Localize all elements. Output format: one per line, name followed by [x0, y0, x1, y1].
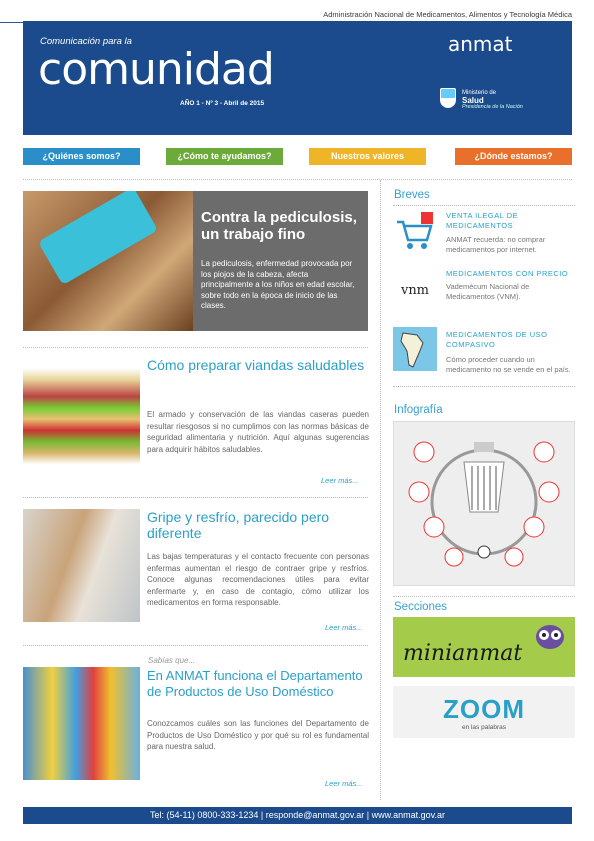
issue-info: AÑO 1 - Nº 3 - Abril de 2015: [180, 100, 265, 107]
footer-contact[interactable]: Tel: (54-11) 0800-333-1234 | responde@anmat.gov.ar | www.anmat.gov.ar: [23, 807, 572, 824]
brand-title: comunidad: [38, 44, 274, 95]
article-text: Las bajas temperaturas y el contacto frecuente con personas enfermas aumentan el riesgo de contraer gripe y resfríos. Conoce algunas recomendaciones útiles para evitar enfermarte y, en caso de contagio, cómo utilizar los medicamentos en forma responsable.: [147, 552, 369, 607]
map-argentina-icon: [393, 327, 437, 371]
divider: [23, 645, 368, 646]
brand-subtitle: Comunicación para la: [40, 36, 132, 47]
organization-name: Administración Nacional de Medicamentos, Alimentos y Tecnología Médica: [0, 10, 572, 23]
article-kicker: Sabías que...: [148, 656, 196, 665]
divider: [393, 596, 575, 597]
breve-text: Cómo proceder cuando un medicamento no se vende en el país.: [446, 355, 571, 374]
vnm-logo: vnm: [400, 283, 430, 298]
section-title-infografia: Infografía: [394, 404, 443, 416]
article-title[interactable]: Cómo preparar viandas saludables: [147, 357, 365, 373]
read-more-link[interactable]: Leer más...: [321, 476, 359, 485]
breve-text: Vademécum Nacional de Medicamentos (VNM).: [446, 282, 530, 301]
article-title[interactable]: Gripe y resfrío, parecido pero diferente: [147, 509, 330, 541]
read-more-link[interactable]: Leer más...: [325, 623, 363, 632]
nav-nuestros-valores[interactable]: Nuestros valores: [309, 148, 426, 165]
breve-title[interactable]: VENTA ILEGAL DE MEDICAMENTOS: [446, 211, 519, 230]
nav-quienes-somos[interactable]: ¿Quiénes somos?: [23, 148, 140, 165]
section-title-breves: Breves: [394, 189, 430, 201]
argentina-shield-icon: [440, 88, 456, 108]
zoom-banner[interactable]: ZOOM en las palabras: [393, 686, 575, 738]
article-title[interactable]: En ANMAT funciona el Departamento de Productos de Uso Doméstico: [147, 668, 363, 699]
column-divider: [380, 180, 381, 800]
hero-feature[interactable]: [23, 191, 368, 331]
shopping-cart-icon: [393, 210, 437, 254]
divider: [23, 347, 368, 348]
breve-title[interactable]: MEDICAMENTOS DE USO COMPASIVO: [446, 330, 548, 349]
nav-como-te-ayudamos[interactable]: ¿Cómo te ayudamos?: [166, 148, 283, 165]
anmat-logo[interactable]: anmat: [448, 32, 513, 56]
divider: [393, 205, 575, 206]
owl-icon: [533, 621, 567, 651]
article-text: Conozcamos cuáles son las funciones del Departamento de Productos de Uso Doméstico y por qué su rol es fundamental para nuestra salud.: [147, 719, 369, 751]
infographic-image[interactable]: [393, 421, 575, 586]
section-title-secciones: Secciones: [394, 601, 448, 613]
nav-donde-estamos[interactable]: ¿Dónde estamos?: [455, 148, 572, 165]
article-text: El armado y conservación de las viandas caseras pueden resultar riesgosos si no cumplimos con las normas básicas de seguridad alimentaria y nutrición. Aquí algunas sugerencias para adquirir hábitos saludables.: [147, 410, 369, 454]
hero-title[interactable]: Contra la pediculosis, un trabajo fino: [201, 209, 357, 243]
article-image-cleaning-products: [23, 667, 140, 780]
breve-title[interactable]: MEDICAMENTOS CON PRECIO: [446, 269, 569, 278]
read-more-link[interactable]: Leer más...: [325, 779, 363, 788]
divider: [23, 179, 572, 180]
divider: [23, 497, 368, 498]
ministerio-logo: Ministerio de Salud Presidencia de la Nación: [462, 90, 523, 110]
article-image-sandwich: [23, 357, 140, 470]
breve-text: ANMAT recuerda: no comprar medicamentos por internet.: [446, 235, 546, 254]
article-image-flu: [23, 509, 140, 622]
minianmat-banner[interactable]: minianmat: [393, 617, 575, 677]
divider: [393, 386, 575, 387]
hero-text: La pediculosis, enfermedad provocada por los piojos de la cabeza, afecta principalmente a los niños en edad escolar, sobre todo en la época de inicio de las clases.: [201, 259, 355, 310]
